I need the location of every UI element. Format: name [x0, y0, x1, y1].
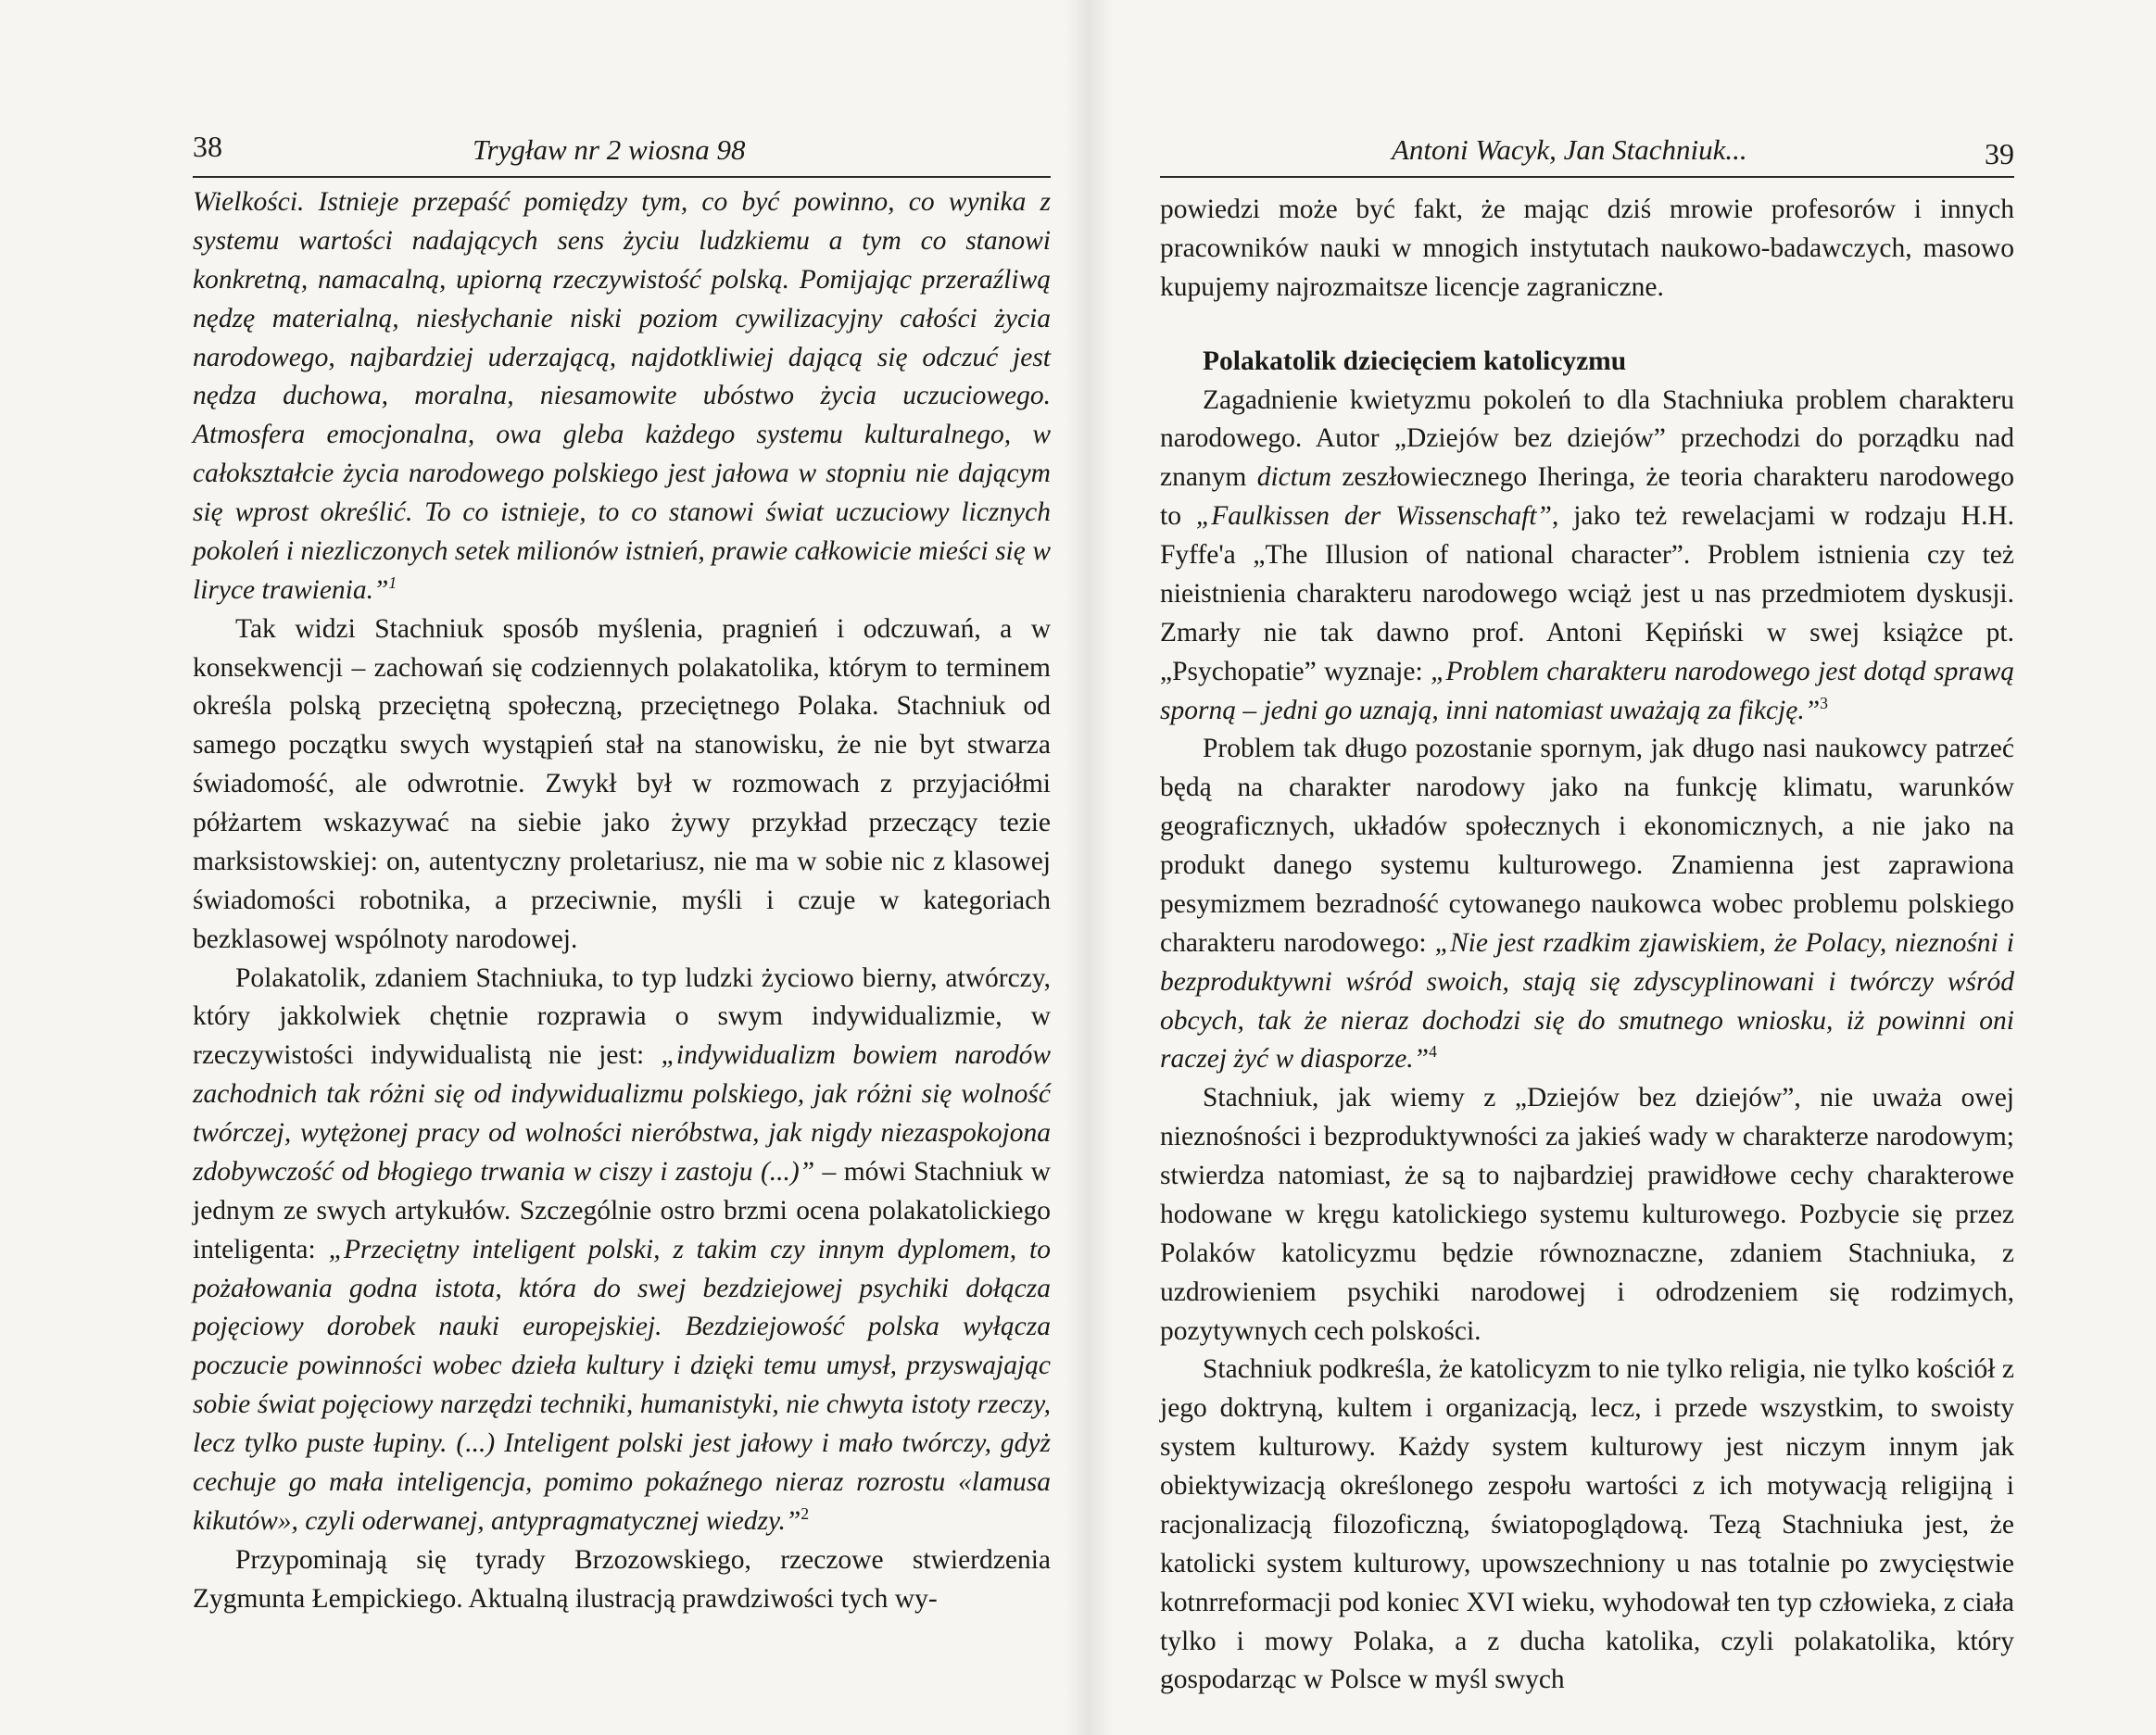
quote-run: „Nie jest rzadkim zjawiskiem, że Polacy, nieznośni i bezproduktywni wśród swoich, stają się zdyscyplinowani i twórczy wśród obcych, tak że nieraz dochodzi się do smutnego wniosku, iż powinni oni raczej żyć w diasporze.”	[1160, 927, 2014, 1075]
quote-run: „Przeciętny inteligent polski, z takim czy innym dyplomem, to pożałowania godna istota, która do swej bezdziejowej psychiki dołącza pojęciowy dorobek nauki europejskiej. Bezdziejowość polska wyłącza poczucie powinności wobec dzieła kultury i dzięki temu umysł, przyswajając sobie świat pojęciowy narzędzi techniki, humanistyki, nie chwyta istoty rzeczy, lecz tylko puste łupiny. (...) Inteligent polski jest jałowy i mało twórczy, gdyż cechuje go mała inteligencja, pomimo pokaźnego nieraz rozrostu «lamusa kikutów», czyli oderwanej, antypragmatycznej wiedzy.”	[193, 1234, 1051, 1536]
footnote-ref: 3	[1820, 693, 1828, 712]
quote-run: dictum	[1256, 462, 1331, 493]
quote-run: „Problem charakteru narodowego jest dotąd sprawą sporną – jedni go uznają, inni natomiast uważają za fikcję.”	[1160, 656, 2014, 725]
paragraph: Stachniuk podkreśla, że katolicyzm to nie tylko religia, nie tylko kościół z jego doktryną, kultem i organizacją, lecz, i przede wszystkim, to swoisty system kulturowy. Każdy system kulturowy jest niczym innym jak obiektywizacją określonego zespołu wartości z ich motywacją religijną i racjonalizacją filozoficzną, światopoglądową. Tezą Stachniuka jest, że katolicki system kulturowy, upowszechniony u nas totalnie po zwycięstwie kotnrreformacji pod koniec XVI wieku, wyhodował ten typ człowieka, z ciała tylko i mowy Polaka, a z ducha katolika, czyli polakatolika, który gospodarząc w Polsce w myśl swych	[1160, 1354, 2014, 1695]
quote-paragraph	[193, 183, 1051, 610]
quote-run: „Faulkissen der Wissenschaft”	[1195, 501, 1552, 532]
text-run: Problem tak długo pozostanie spornym, jak długo nasi naukowcy patrzeć będą na charakter narodowy jako na funkcję klimatu, warunków geograficznych, układów społecznych i ekonomicznych, a nie jako na produkt danego systemu kulturowego. Znamienna jest zaprawiona pesymizmem bezradność cytowanego naukowca wobec problemu polskiego charakteru narodowego:	[1160, 734, 2014, 958]
paragraph	[1160, 382, 2014, 731]
book-gutter	[1065, 0, 1112, 1735]
text-run: – mówi Stachniuk w jednym ze swych artykułów. Szczególnie ostro brzmi ocena polakatolickiego inteligenta:	[193, 1156, 1051, 1264]
left-page-body	[193, 183, 1051, 1618]
paragraph	[193, 960, 1051, 1541]
left-page	[193, 0, 1051, 1735]
right-page-number: 39	[1985, 137, 2014, 170]
text-run: Polakatolik, zdaniem Stachniuka, to typ ludzki życiowo bierny, atwórczy, który jakkolwiek chętnie rozprawia o swym indywidualizmie, w rzeczywistości indywidualistą nie jest:	[193, 962, 1051, 1071]
text-run: zeszłowiecznego Iheringa, że teoria charakteru narodowego to	[1160, 462, 2014, 532]
right-page-header	[1160, 130, 2014, 178]
quote-run: „indywidualizm bowiem narodów zachodnich tak różni się od indywidualizmu polskiego, jak różni się wolność twórczej, wytężonej pracy od wolności nieróbstwa, jak nigdy niezaspokojona zdobywczość od błogiego trwania w ciszy i zastoju (...)”	[193, 1040, 1052, 1187]
right-page	[1160, 0, 2014, 1735]
left-running-title: Trygław nr 2 wiosna 98	[473, 133, 746, 166]
text-run: Zagadnienie kwietyzmu pokoleń to dla Stachniuka problem charakteru narodowego. Autor „Dziejów bez dziejów” przechodzi do porządku nad znanym	[1160, 384, 2014, 493]
text-run: , jako też rewelacjami w rodzaju H.H. Fyffe'a „The Illusion of national character”. Problem istnienia czy też nieistnienia charakteru narodowego wciąż jest u nas przedmiotem dyskusji. Zmarły nie tak dawno prof. Antoni Kępiński w swej książce pt. „Psychopatie” wyznaje:	[1160, 501, 2015, 686]
paragraph: Przypominają się tyrady Brzozowskiego, rzeczowe stwierdzenia Zygmunta Łempickiego. Aktualną ilustracją prawdziwości tych wy-	[193, 1544, 1051, 1614]
paragraph: Tak widzi Stachniuk sposób myślenia, pragnień i odczuwań, a w konsekwencji – zachowań się codziennych polakatolika, którym to terminem określa polską przeciętną społeczną, przeciętnego Polaka. Stachniuk od samego początku swych wystąpień stał na stanowisku, że nie byt stwarza świadomość, ale odwrotnie. Zwykł był w rozmowach z przyjaciółmi półżartem wskazywać na siebie jako żywy przykład przeczący tezie marksistowskiej: on, autentyczny proletariusz, nie ma w sobie nic z klasowej świadomości robotnika, a przeciwnie, myśli i czuje w kategoriach bezklasowej wspólnoty narodowej.	[193, 613, 1051, 954]
footnote-ref: 4	[1429, 1042, 1437, 1062]
right-page-body	[1160, 191, 2014, 1700]
section-heading: Polakatolik dziecięciem katolicyzmu	[1203, 346, 1627, 376]
right-running-title: Antoni Wacyk, Jan Stachniuk...	[1392, 133, 1747, 166]
footnote-ref: 1	[388, 572, 397, 592]
paragraph: Stachniuk, jak wiemy z „Dziejów bez dziejów”, nie uważa owej nieznośności i bezproduktywności za jakieś wady w charakterze narodowym; stwierdza natomiast, że są to najbardziej prawidłowe cechy charakterowe hodowane w kręgu katolickiego systemu kulturowego. Pozbycie się przez Polaków katolicyzmu będzie równoznaczne, zdaniem Stachniuka, z uzdrowieniem psychiki narodowej i odrodzeniem się rodzimych, pozytywnych cech polskości.	[1160, 1083, 2014, 1346]
paragraph: powiedzi może być fakt, że mając dziś mrowie profesorów i innych pracowników nauki w mnogich instytutach naukowo-badawczych, masowo kupujemy najrozmaitsze licencje zagraniczne.	[1160, 195, 2014, 302]
left-page-header	[193, 130, 1051, 178]
footnote-ref: 2	[801, 1503, 810, 1523]
paragraph	[1160, 730, 2014, 1079]
left-page-number: 38	[193, 130, 222, 163]
quote-text: Wielkości. Istnieje przepaść pomiędzy tym, co być powinno, co wynika z systemu wartości nadających sens życiu ludzkiemu a tym co stanowi konkretną, namacalną, upiorną rzeczywistość polską. Pomijając przeraźliwą nędzę materialną, niesłychanie niski poziom cywilizacyjny całości życia narodowego, najbardziej uderzającą, najdotkliwiej dającą się odczuć jest nędza duchowa, moralna, niesamowite ubóstwo życia uczuciowego. Atmosfera emocjonalna, owa gleba każdego systemu kulturalnego, w całokształcie życia narodowego polskiego jest jałowa w stopniu nie dającym się wprost określić. To co istnieje, to co stanowi świat uczuciowy licznych pokoleń i niezliczonych setek milionów istnień, prawie całkowicie mieści się w liryce trawienia.”	[193, 187, 1051, 605]
